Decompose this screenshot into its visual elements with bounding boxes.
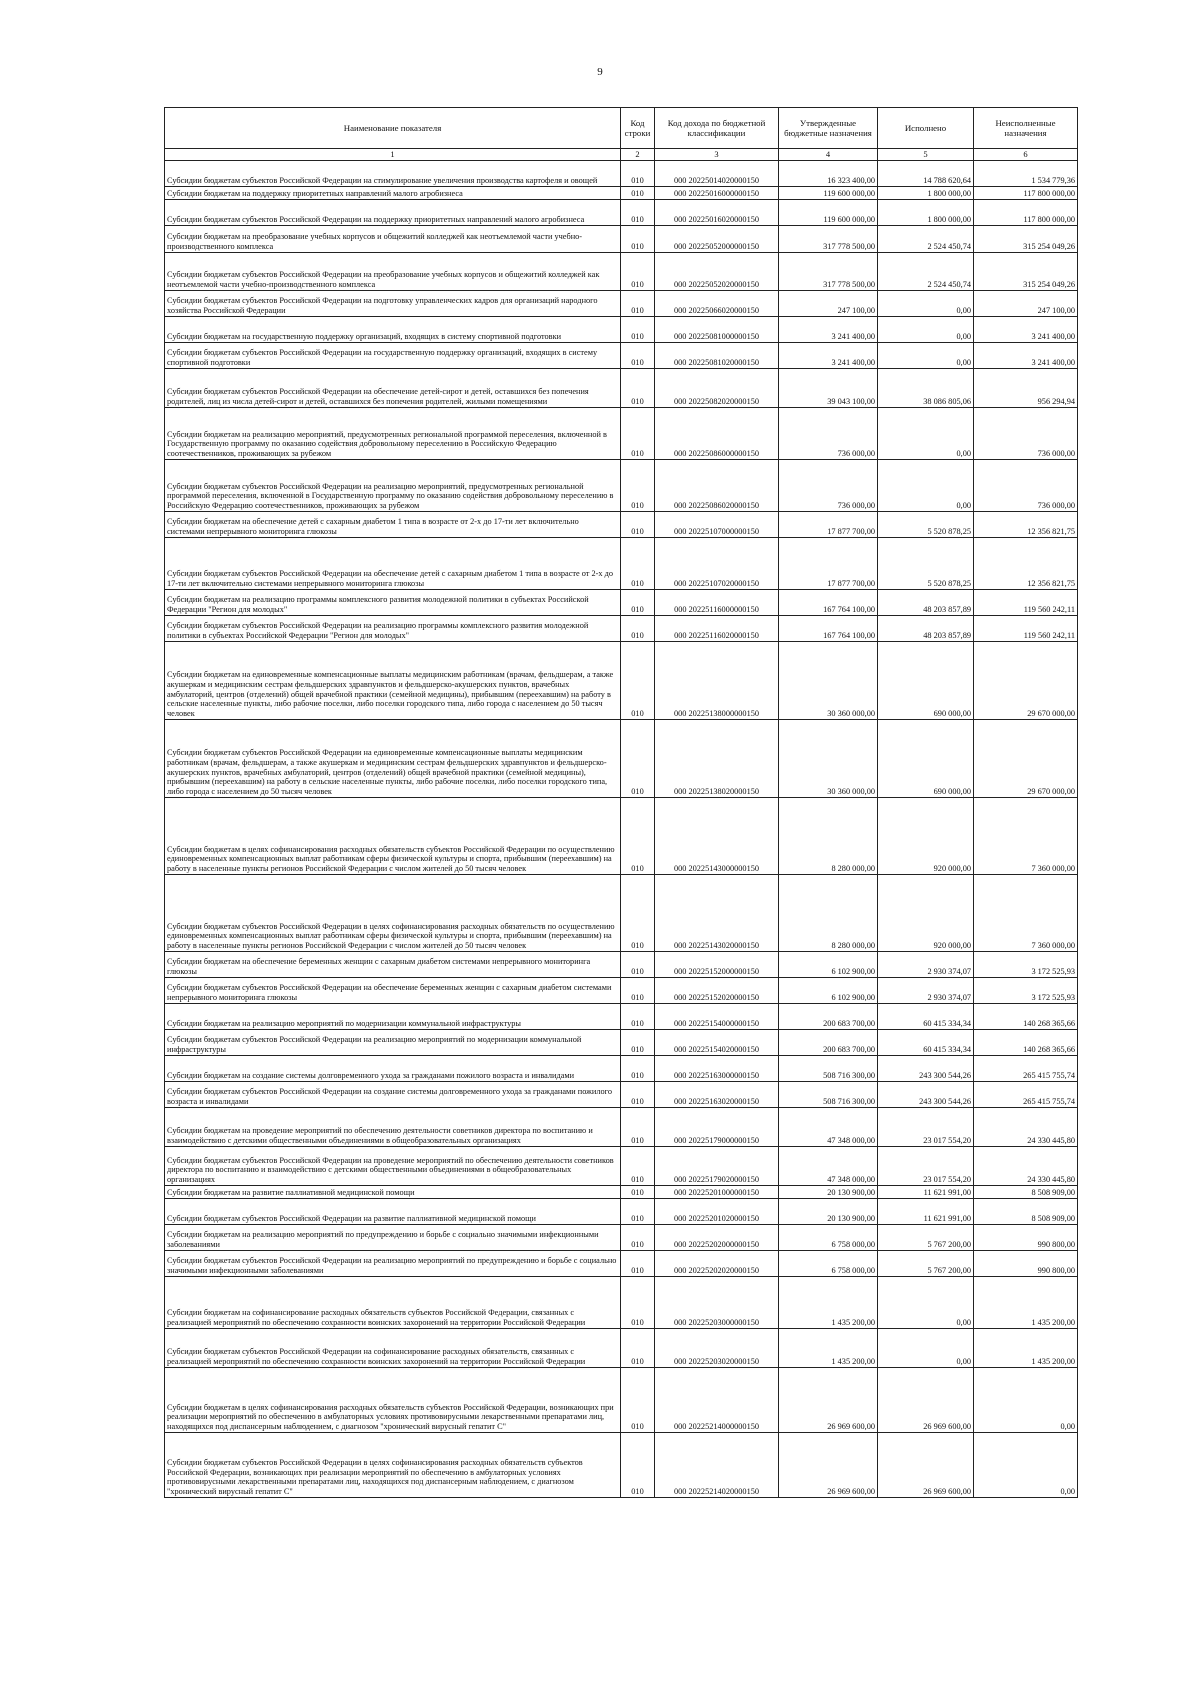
column-number: 3 xyxy=(655,149,779,161)
income-code-cell: 000 20225203000000150 xyxy=(655,1277,779,1329)
unexecuted-amount-cell: 140 268 365,66 xyxy=(974,1004,1078,1030)
executed-amount-cell: 920 000,00 xyxy=(878,798,974,875)
approved-amount-cell: 736 000,00 xyxy=(779,460,878,512)
table-row xyxy=(165,460,1078,512)
income-code-cell: 000 20225081020000150 xyxy=(655,343,779,369)
income-code-cell: 000 20225107000000150 xyxy=(655,512,779,538)
executed-amount-cell: 5 520 878,25 xyxy=(878,538,974,590)
line-code-cell: 010 xyxy=(621,798,655,875)
table-row xyxy=(165,1108,1078,1147)
unexecuted-amount-cell: 1 534 779,36 xyxy=(974,161,1078,187)
income-code-cell: 000 20225138000000150 xyxy=(655,642,779,720)
indicator-name-cell: Субсидии бюджетам субъектов Российской Федерации в целях софинансирования расходных обязательств по осуществлению единовременных компенсационных выплат работникам сферы физической культуры и спорта, прибывшим (переехавшим) на работу в населенные пункты регионов Российской Федерации с числом жителей до 50 тысяч человек xyxy=(165,875,621,952)
approved-amount-cell: 6 102 900,00 xyxy=(779,978,878,1004)
unexecuted-amount-cell: 736 000,00 xyxy=(974,408,1078,460)
line-code-cell: 010 xyxy=(621,1199,655,1225)
indicator-name-cell: Субсидии бюджетам субъектов Российской Федерации на стимулирование увеличения производства картофеля и овощей xyxy=(165,161,621,187)
approved-amount-cell: 247 100,00 xyxy=(779,291,878,317)
table-row xyxy=(165,952,1078,978)
executed-amount-cell: 2 930 374,07 xyxy=(878,952,974,978)
unexecuted-amount-cell: 3 172 525,93 xyxy=(974,978,1078,1004)
unexecuted-amount-cell: 117 800 000,00 xyxy=(974,200,1078,226)
indicator-name-cell: Субсидии бюджетам субъектов Российской Федерации на обеспечение беременных женщин с сахарным диабетом системами непрерывного мониторинга глюкозы xyxy=(165,978,621,1004)
indicator-name-cell: Субсидии бюджетам субъектов Российской Федерации в целях софинансирования расходных обязательств субъектов Российской Федерации, возникающих при реализации мероприятий по обеспечению в амбулаторных условиях противовирусными лекарственными препаратами лиц, находящихся под диспансерным наблюдением, с диагнозом "хронический вирусный гепатит С" xyxy=(165,1433,621,1498)
executed-amount-cell: 60 415 334,34 xyxy=(878,1004,974,1030)
indicator-name-cell: Субсидии бюджетам на реализацию мероприятий по предупреждению и борьбе с социально значимыми инфекционными заболеваниями xyxy=(165,1225,621,1251)
approved-amount-cell: 6 102 900,00 xyxy=(779,952,878,978)
unexecuted-amount-cell: 119 560 242,11 xyxy=(974,616,1078,642)
approved-amount-cell: 39 043 100,00 xyxy=(779,369,878,408)
indicator-name-cell: Субсидии бюджетам субъектов Российской Федерации на создание системы долговременного ухода за гражданами пожилого возраста и инвалидами xyxy=(165,1082,621,1108)
executed-amount-cell: 11 621 991,00 xyxy=(878,1199,974,1225)
income-code-cell: 000 20225214000000150 xyxy=(655,1368,779,1433)
approved-amount-cell: 17 877 700,00 xyxy=(779,512,878,538)
unexecuted-amount-cell: 990 800,00 xyxy=(974,1251,1078,1277)
table-row xyxy=(165,798,1078,875)
table-row xyxy=(165,1225,1078,1251)
executed-amount-cell: 690 000,00 xyxy=(878,720,974,798)
line-code-cell: 010 xyxy=(621,1251,655,1277)
line-code-cell: 010 xyxy=(621,978,655,1004)
executed-amount-cell: 26 969 600,00 xyxy=(878,1433,974,1498)
line-code-cell: 010 xyxy=(621,369,655,408)
table-row xyxy=(165,1082,1078,1108)
table-row xyxy=(165,538,1078,590)
table-body xyxy=(165,161,1078,1498)
indicator-name-cell: Субсидии бюджетам на государственную поддержку организаций, входящих в систему спортивной подготовки xyxy=(165,317,621,343)
line-code-cell: 010 xyxy=(621,1368,655,1433)
table-row xyxy=(165,1147,1078,1186)
line-code-cell: 010 xyxy=(621,538,655,590)
indicator-name-cell: Субсидии бюджетам субъектов Российской Федерации на единовременные компенсационные выплаты медицинским работникам (врачам, фельдшерам, а также акушеркам и медицинским сестрам фельдшерских здравпунктов и фельдшерско-акушерских пунктов, врачебных амбулаторий, центров (отделений) общей врачебной практики (семейной медицины), прибывшим (переехавшим) на работу в сельские населенные пункты, либо рабочие поселки, либо поселки городского типа, либо города с населением до 50 тысяч человек xyxy=(165,720,621,798)
unexecuted-amount-cell: 24 330 445,80 xyxy=(974,1147,1078,1186)
line-code-cell: 010 xyxy=(621,512,655,538)
table-row xyxy=(165,512,1078,538)
executed-amount-cell: 11 621 991,00 xyxy=(878,1186,974,1199)
indicator-name-cell: Субсидии бюджетам субъектов Российской Федерации на обеспечение детей с сахарным диабетом 1 типа в возрасте от 2-х до 17-ти лет включительно системами непрерывного мониторинга глюкозы xyxy=(165,538,621,590)
income-code-cell: 000 20225163000000150 xyxy=(655,1056,779,1082)
header-unexecuted: Неисполненные назначения xyxy=(974,108,1078,149)
executed-amount-cell: 0,00 xyxy=(878,1277,974,1329)
approved-amount-cell: 47 348 000,00 xyxy=(779,1108,878,1147)
table-row xyxy=(165,642,1078,720)
executed-amount-cell: 26 969 600,00 xyxy=(878,1368,974,1433)
approved-amount-cell: 119 600 000,00 xyxy=(779,187,878,200)
executed-amount-cell: 5 520 878,25 xyxy=(878,512,974,538)
header-indicator-name: Наименование показателя xyxy=(165,108,621,149)
line-code-cell: 010 xyxy=(621,253,655,291)
indicator-name-cell: Субсидии бюджетам в целях софинансирования расходных обязательств субъектов Российской Федерации, возникающих при реализации мероприятий по обеспечению в амбулаторных условиях противовирусными лекарственными препаратами лиц, находящихся под диспансерным наблюдением, с диагнозом "хронический вирусный гепатит С" xyxy=(165,1368,621,1433)
executed-amount-cell: 0,00 xyxy=(878,343,974,369)
income-code-cell: 000 20225152020000150 xyxy=(655,978,779,1004)
table-row xyxy=(165,317,1078,343)
indicator-name-cell: Субсидии бюджетам на обеспечение беременных женщин с сахарным диабетом системами непрерывного мониторинга глюкозы xyxy=(165,952,621,978)
line-code-cell: 010 xyxy=(621,187,655,200)
indicator-name-cell: Субсидии бюджетам субъектов Российской Федерации на реализацию мероприятий по модернизации коммунальной инфраструктуры xyxy=(165,1030,621,1056)
indicator-name-cell: Субсидии бюджетам на проведение мероприятий по обеспечению деятельности советников директора по воспитанию и взаимодействию с детскими общественными объединениями в общеобразовательных организациях xyxy=(165,1108,621,1147)
approved-amount-cell: 3 241 400,00 xyxy=(779,343,878,369)
line-code-cell: 010 xyxy=(621,343,655,369)
executed-amount-cell: 690 000,00 xyxy=(878,642,974,720)
indicator-name-cell: Субсидии бюджетам на единовременные компенсационные выплаты медицинским работникам (врачам, фельдшерам, а также акушеркам и медицинским сестрам фельдшерских здравпунктов и фельдшерско-акушерских пунктов, врачебных амбулаторий, центров (отделений) общей врачебной практики (семейной медицины), прибывшим (переехавшим) на работу в сельские населенные пункты, либо рабочие поселки, либо поселки городского типа, либо города с населением до 50 тысяч человек xyxy=(165,642,621,720)
approved-amount-cell: 47 348 000,00 xyxy=(779,1147,878,1186)
unexecuted-amount-cell: 736 000,00 xyxy=(974,460,1078,512)
income-code-cell: 000 20225179000000150 xyxy=(655,1108,779,1147)
indicator-name-cell: Субсидии бюджетам субъектов Российской Федерации на реализацию мероприятий, предусмотренных региональной программой переселения, включенной в Государственную программу по оказанию содействия добровольному переселению в Российскую Федерацию соотечественников, проживающих за рубежом xyxy=(165,460,621,512)
line-code-cell: 010 xyxy=(621,291,655,317)
unexecuted-amount-cell: 12 356 821,75 xyxy=(974,538,1078,590)
approved-amount-cell: 167 764 100,00 xyxy=(779,616,878,642)
indicator-name-cell: Субсидии бюджетам на обеспечение детей с сахарным диабетом 1 типа в возрасте от 2-х до 17-ти лет включительно системами непрерывного мониторинга глюкозы xyxy=(165,512,621,538)
executed-amount-cell: 2 930 374,07 xyxy=(878,978,974,1004)
approved-amount-cell: 200 683 700,00 xyxy=(779,1030,878,1056)
unexecuted-amount-cell: 12 356 821,75 xyxy=(974,512,1078,538)
table-row xyxy=(165,1199,1078,1225)
executed-amount-cell: 0,00 xyxy=(878,460,974,512)
unexecuted-amount-cell: 117 800 000,00 xyxy=(974,187,1078,200)
executed-amount-cell: 38 086 805,06 xyxy=(878,369,974,408)
budget-execution-table xyxy=(164,107,1078,1498)
income-code-cell: 000 20225086020000150 xyxy=(655,460,779,512)
unexecuted-amount-cell: 1 435 200,00 xyxy=(974,1277,1078,1329)
unexecuted-amount-cell: 24 330 445,80 xyxy=(974,1108,1078,1147)
income-code-cell: 000 20225116020000150 xyxy=(655,616,779,642)
table-row xyxy=(165,1030,1078,1056)
indicator-name-cell: Субсидии бюджетам субъектов Российской Федерации на проведение мероприятий по обеспечению деятельности советников директора по воспитанию и взаимодействию с детскими общественными объединениями в общеобразовательных организациях xyxy=(165,1147,621,1186)
line-code-cell: 010 xyxy=(621,1433,655,1498)
indicator-name-cell: Субсидии бюджетам на развитие паллиативной медицинской помощи xyxy=(165,1186,621,1199)
unexecuted-amount-cell: 315 254 049,26 xyxy=(974,253,1078,291)
indicator-name-cell: Субсидии бюджетам в целях софинансирования расходных обязательств субъектов Российской Федерации по осуществлению единовременных компенсационных выплат работникам сферы физической культуры и спорта, прибывшим (переехавшим) на работу в населенные пункты регионов Российской Федерации с числом жителей до 50 тысяч человек xyxy=(165,798,621,875)
approved-amount-cell: 736 000,00 xyxy=(779,408,878,460)
indicator-name-cell: Субсидии бюджетам субъектов Российской Федерации на реализацию программы комплексного развития молодежной политики в субъектах Российской Федерации "Регион для молодых" xyxy=(165,616,621,642)
approved-amount-cell: 8 280 000,00 xyxy=(779,798,878,875)
executed-amount-cell: 1 800 000,00 xyxy=(878,200,974,226)
unexecuted-amount-cell: 7 360 000,00 xyxy=(974,875,1078,952)
executed-amount-cell: 23 017 554,20 xyxy=(878,1147,974,1186)
indicator-name-cell: Субсидии бюджетам субъектов Российской Федерации на преобразование учебных корпусов и общежитий колледжей как неотъемлемой части учебно-производственного комплекса xyxy=(165,253,621,291)
income-code-cell: 000 20225016000000150 xyxy=(655,187,779,200)
line-code-cell: 010 xyxy=(621,1056,655,1082)
approved-amount-cell: 3 241 400,00 xyxy=(779,317,878,343)
approved-amount-cell: 6 758 000,00 xyxy=(779,1251,878,1277)
executed-amount-cell: 60 415 334,34 xyxy=(878,1030,974,1056)
table-row xyxy=(165,1056,1078,1082)
approved-amount-cell: 30 360 000,00 xyxy=(779,720,878,798)
table-row xyxy=(165,616,1078,642)
column-number: 1 xyxy=(165,149,621,161)
income-code-cell: 000 20225202020000150 xyxy=(655,1251,779,1277)
unexecuted-amount-cell: 3 172 525,93 xyxy=(974,952,1078,978)
approved-amount-cell: 20 130 900,00 xyxy=(779,1186,878,1199)
executed-amount-cell: 5 767 200,00 xyxy=(878,1251,974,1277)
table-row xyxy=(165,200,1078,226)
income-code-cell: 000 20225214020000150 xyxy=(655,1433,779,1498)
indicator-name-cell: Субсидии бюджетам на софинансирование расходных обязательств субъектов Российской Федерации, связанных с реализацией мероприятий по обеспечению сохранности воинских захоронений на территории Российской Федерации xyxy=(165,1277,621,1329)
page-number: 9 xyxy=(597,66,603,78)
column-number: 5 xyxy=(878,149,974,161)
approved-amount-cell: 317 778 500,00 xyxy=(779,226,878,253)
income-code-cell: 000 20225052000000150 xyxy=(655,226,779,253)
table-row xyxy=(165,875,1078,952)
income-code-cell: 000 20225143000000150 xyxy=(655,798,779,875)
unexecuted-amount-cell: 140 268 365,66 xyxy=(974,1030,1078,1056)
column-number: 4 xyxy=(779,149,878,161)
unexecuted-amount-cell: 3 241 400,00 xyxy=(974,317,1078,343)
unexecuted-amount-cell: 0,00 xyxy=(974,1433,1078,1498)
table-row xyxy=(165,161,1078,187)
income-code-cell: 000 20225201020000150 xyxy=(655,1199,779,1225)
indicator-name-cell: Субсидии бюджетам на поддержку приоритетных направлений малого агробизнеса xyxy=(165,187,621,200)
approved-amount-cell: 17 877 700,00 xyxy=(779,538,878,590)
indicator-name-cell: Субсидии бюджетам на реализацию мероприятий, предусмотренных региональной программой переселения, включенной в Государственную программу по оказанию содействия добровольному переселению в Российскую Федерацию соотечественников, проживающих за рубежом xyxy=(165,408,621,460)
line-code-cell: 010 xyxy=(621,616,655,642)
income-code-cell: 000 20225086000000150 xyxy=(655,408,779,460)
unexecuted-amount-cell: 8 508 909,00 xyxy=(974,1199,1078,1225)
executed-amount-cell: 48 203 857,89 xyxy=(878,616,974,642)
unexecuted-amount-cell: 265 415 755,74 xyxy=(974,1082,1078,1108)
unexecuted-amount-cell: 956 294,94 xyxy=(974,369,1078,408)
income-code-cell: 000 20225016020000150 xyxy=(655,200,779,226)
line-code-cell: 010 xyxy=(621,1004,655,1030)
indicator-name-cell: Субсидии бюджетам субъектов Российской Федерации на реализацию мероприятий по предупреждению и борьбе с социально значимыми инфекционными заболеваниями xyxy=(165,1251,621,1277)
line-code-cell: 010 xyxy=(621,408,655,460)
table-row xyxy=(165,1186,1078,1199)
table-row xyxy=(165,1433,1078,1498)
approved-amount-cell: 26 969 600,00 xyxy=(779,1433,878,1498)
income-code-cell: 000 20225116000000150 xyxy=(655,590,779,616)
table-row xyxy=(165,343,1078,369)
executed-amount-cell: 2 524 450,74 xyxy=(878,226,974,253)
table-row xyxy=(165,1004,1078,1030)
executed-amount-cell: 243 300 544,26 xyxy=(878,1082,974,1108)
header-approved: Утвержденные бюджетные назначения xyxy=(779,108,878,149)
executed-amount-cell: 48 203 857,89 xyxy=(878,590,974,616)
table-row xyxy=(165,187,1078,200)
unexecuted-amount-cell: 29 670 000,00 xyxy=(974,642,1078,720)
executed-amount-cell: 23 017 554,20 xyxy=(878,1108,974,1147)
header-executed: Исполнено xyxy=(878,108,974,149)
approved-amount-cell: 167 764 100,00 xyxy=(779,590,878,616)
table-row xyxy=(165,1329,1078,1368)
column-number: 2 xyxy=(621,149,655,161)
unexecuted-amount-cell: 247 100,00 xyxy=(974,291,1078,317)
unexecuted-amount-cell: 3 241 400,00 xyxy=(974,343,1078,369)
income-code-cell: 000 20225203020000150 xyxy=(655,1329,779,1368)
indicator-name-cell: Субсидии бюджетам на реализацию мероприятий по модернизации коммунальной инфраструктуры xyxy=(165,1004,621,1030)
approved-amount-cell: 6 758 000,00 xyxy=(779,1225,878,1251)
table-row xyxy=(165,1368,1078,1433)
indicator-name-cell: Субсидии бюджетам субъектов Российской Федерации на поддержку приоритетных направлений малого агробизнеса xyxy=(165,200,621,226)
executed-amount-cell: 0,00 xyxy=(878,1329,974,1368)
header-income-code: Код дохода по бюджетной классификации xyxy=(655,108,779,149)
approved-amount-cell: 119 600 000,00 xyxy=(779,200,878,226)
table-header-row xyxy=(165,108,1078,149)
line-code-cell: 010 xyxy=(621,1277,655,1329)
approved-amount-cell: 26 969 600,00 xyxy=(779,1368,878,1433)
line-code-cell: 010 xyxy=(621,226,655,253)
executed-amount-cell: 0,00 xyxy=(878,317,974,343)
unexecuted-amount-cell: 0,00 xyxy=(974,1368,1078,1433)
executed-amount-cell: 1 800 000,00 xyxy=(878,187,974,200)
line-code-cell: 010 xyxy=(621,1147,655,1186)
income-code-cell: 000 20225201000000150 xyxy=(655,1186,779,1199)
line-code-cell: 010 xyxy=(621,1082,655,1108)
table-row xyxy=(165,369,1078,408)
executed-amount-cell: 243 300 544,26 xyxy=(878,1056,974,1082)
approved-amount-cell: 30 360 000,00 xyxy=(779,642,878,720)
executed-amount-cell: 14 788 620,64 xyxy=(878,161,974,187)
income-code-cell: 000 20225154000000150 xyxy=(655,1004,779,1030)
line-code-cell: 010 xyxy=(621,161,655,187)
approved-amount-cell: 8 280 000,00 xyxy=(779,875,878,952)
income-code-cell: 000 20225138020000150 xyxy=(655,720,779,798)
table-row xyxy=(165,590,1078,616)
indicator-name-cell: Субсидии бюджетам субъектов Российской Федерации на обеспечение детей-сирот и детей, оставшихся без попечения родителей, лиц из числа детей-сирот и детей, оставшихся без попечения родителей, жилыми помещениями xyxy=(165,369,621,408)
income-code-cell: 000 20225107020000150 xyxy=(655,538,779,590)
approved-amount-cell: 317 778 500,00 xyxy=(779,253,878,291)
line-code-cell: 010 xyxy=(621,317,655,343)
line-code-cell: 010 xyxy=(621,590,655,616)
executed-amount-cell: 920 000,00 xyxy=(878,875,974,952)
approved-amount-cell: 16 323 400,00 xyxy=(779,161,878,187)
executed-amount-cell: 0,00 xyxy=(878,291,974,317)
income-code-cell: 000 20225052020000150 xyxy=(655,253,779,291)
income-code-cell: 000 20225081000000150 xyxy=(655,317,779,343)
line-code-cell: 010 xyxy=(621,1225,655,1251)
line-code-cell: 010 xyxy=(621,642,655,720)
table-row xyxy=(165,291,1078,317)
income-code-cell: 000 20225143020000150 xyxy=(655,875,779,952)
approved-amount-cell: 20 130 900,00 xyxy=(779,1199,878,1225)
line-code-cell: 010 xyxy=(621,1186,655,1199)
unexecuted-amount-cell: 7 360 000,00 xyxy=(974,798,1078,875)
line-code-cell: 010 xyxy=(621,875,655,952)
approved-amount-cell: 508 716 300,00 xyxy=(779,1082,878,1108)
table-row xyxy=(165,1277,1078,1329)
income-code-cell: 000 20225082020000150 xyxy=(655,369,779,408)
unexecuted-amount-cell: 315 254 049,26 xyxy=(974,226,1078,253)
indicator-name-cell: Субсидии бюджетам субъектов Российской Федерации на развитие паллиативной медицинской помощи xyxy=(165,1199,621,1225)
income-code-cell: 000 20225179020000150 xyxy=(655,1147,779,1186)
table-column-numbers-row xyxy=(165,149,1078,161)
executed-amount-cell: 0,00 xyxy=(878,408,974,460)
approved-amount-cell: 1 435 200,00 xyxy=(779,1277,878,1329)
unexecuted-amount-cell: 119 560 242,11 xyxy=(974,590,1078,616)
unexecuted-amount-cell: 8 508 909,00 xyxy=(974,1186,1078,1199)
income-code-cell: 000 20225152000000150 xyxy=(655,952,779,978)
table-row xyxy=(165,253,1078,291)
line-code-cell: 010 xyxy=(621,1030,655,1056)
line-code-cell: 010 xyxy=(621,1108,655,1147)
indicator-name-cell: Субсидии бюджетам на создание системы долговременного ухода за гражданами пожилого возраста и инвалидами xyxy=(165,1056,621,1082)
indicator-name-cell: Субсидии бюджетам на преобразование учебных корпусов и общежитий колледжей как неотъемлемой части учебно-производственного комплекса xyxy=(165,226,621,253)
table-row xyxy=(165,720,1078,798)
approved-amount-cell: 508 716 300,00 xyxy=(779,1056,878,1082)
income-code-cell: 000 20225066020000150 xyxy=(655,291,779,317)
line-code-cell: 010 xyxy=(621,460,655,512)
indicator-name-cell: Субсидии бюджетам на реализацию программы комплексного развития молодежной политики в субъектах Российской Федерации "Регион для молодых" xyxy=(165,590,621,616)
line-code-cell: 010 xyxy=(621,720,655,798)
header-line-code: Код строки xyxy=(621,108,655,149)
table-row xyxy=(165,978,1078,1004)
unexecuted-amount-cell: 990 800,00 xyxy=(974,1225,1078,1251)
unexecuted-amount-cell: 265 415 755,74 xyxy=(974,1056,1078,1082)
indicator-name-cell: Субсидии бюджетам субъектов Российской Федерации на государственную поддержку организаций, входящих в систему спортивной подготовки xyxy=(165,343,621,369)
indicator-name-cell: Субсидии бюджетам субъектов Российской Федерации на софинансирование расходных обязательств, связанных с реализацией мероприятий по обеспечению сохранности воинских захоронений на территории Российской Федерации xyxy=(165,1329,621,1368)
line-code-cell: 010 xyxy=(621,200,655,226)
approved-amount-cell: 1 435 200,00 xyxy=(779,1329,878,1368)
table-row xyxy=(165,226,1078,253)
indicator-name-cell: Субсидии бюджетам субъектов Российской Федерации на подготовку управленческих кадров для организаций народного хозяйства Российской Федерации xyxy=(165,291,621,317)
unexecuted-amount-cell: 1 435 200,00 xyxy=(974,1329,1078,1368)
column-number: 6 xyxy=(974,149,1078,161)
approved-amount-cell: 200 683 700,00 xyxy=(779,1004,878,1030)
line-code-cell: 010 xyxy=(621,952,655,978)
income-code-cell: 000 20225202000000150 xyxy=(655,1225,779,1251)
unexecuted-amount-cell: 29 670 000,00 xyxy=(974,720,1078,798)
executed-amount-cell: 5 767 200,00 xyxy=(878,1225,974,1251)
income-code-cell: 000 20225154020000150 xyxy=(655,1030,779,1056)
table-row xyxy=(165,1251,1078,1277)
income-code-cell: 000 20225163020000150 xyxy=(655,1082,779,1108)
line-code-cell: 010 xyxy=(621,1329,655,1368)
income-code-cell: 000 20225014020000150 xyxy=(655,161,779,187)
table-row xyxy=(165,408,1078,460)
executed-amount-cell: 2 524 450,74 xyxy=(878,253,974,291)
